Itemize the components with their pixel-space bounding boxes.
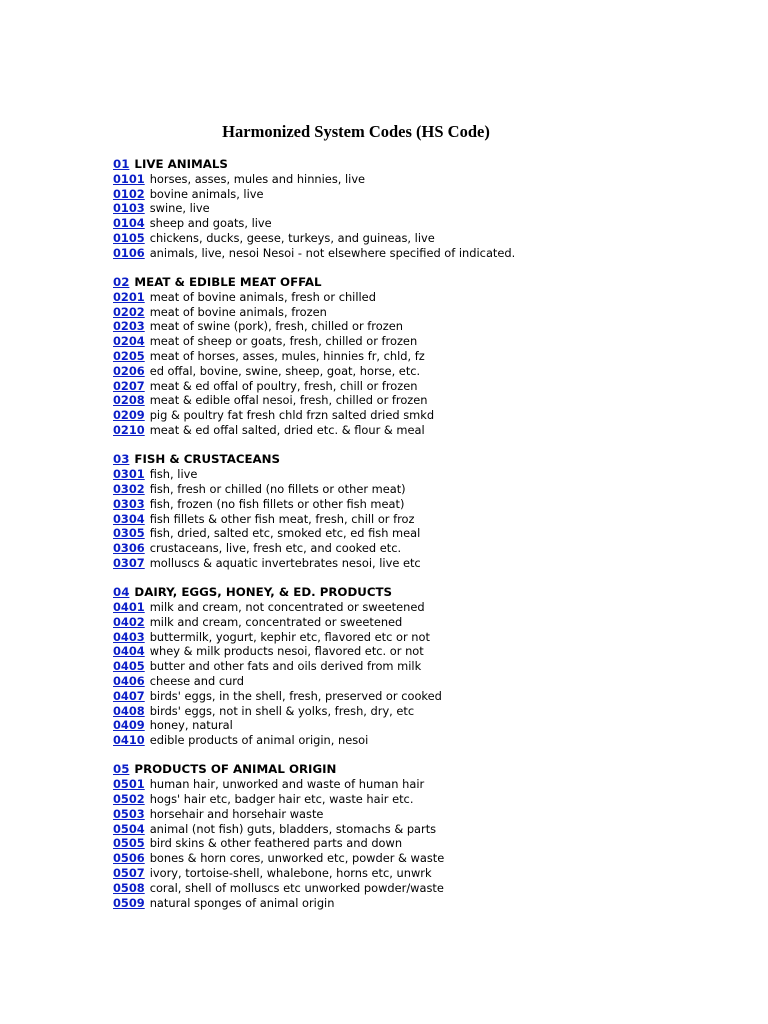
hs-code-row xyxy=(113,423,733,438)
chapter-heading xyxy=(113,762,733,777)
hs-code-description: chickens, ducks, geese, turkeys, and guineas, live xyxy=(149,230,435,245)
hs-code-link[interactable]: 0405 xyxy=(113,659,145,674)
hs-code-description: whey & milk products nesoi, flavored etc. or not xyxy=(149,644,424,659)
hs-code-link[interactable]: 0101 xyxy=(113,171,145,186)
hs-code-description: butter and other fats and oils derived from milk xyxy=(149,659,422,674)
hs-code-description: birds' eggs, in the shell, fresh, preserved or cooked xyxy=(149,688,442,703)
hs-code-link[interactable]: 0402 xyxy=(113,614,145,629)
hs-code-link[interactable]: 0104 xyxy=(113,216,145,231)
hs-code-row xyxy=(113,467,733,482)
hs-code-link[interactable]: 0205 xyxy=(113,349,145,364)
hs-code-link[interactable]: 0106 xyxy=(113,245,145,260)
hs-code-link[interactable]: 0304 xyxy=(113,511,145,526)
hs-code-row xyxy=(113,526,733,541)
hs-code-link[interactable]: 0501 xyxy=(113,777,145,792)
hs-code-link[interactable]: 0210 xyxy=(113,423,145,438)
hs-code-link[interactable]: 0204 xyxy=(113,334,145,349)
hs-code-link[interactable]: 0302 xyxy=(113,481,145,496)
hs-code-row xyxy=(113,364,733,379)
hs-code-row xyxy=(113,896,733,911)
document-title: Harmonized System Codes (HS Code) xyxy=(222,122,490,141)
hs-code-link[interactable]: 0307 xyxy=(113,555,145,570)
hs-code-description: buttermilk, yogurt, kephir etc, flavored etc or not xyxy=(149,629,430,644)
chapter-heading xyxy=(113,275,733,290)
hs-code-row xyxy=(113,689,733,704)
chapter-section xyxy=(113,157,733,261)
hs-code-row xyxy=(113,541,733,556)
hs-code-description: crustaceans, live, fresh etc, and cooked etc. xyxy=(149,541,402,556)
hs-code-description: edible products of animal origin, nesoi xyxy=(149,733,369,748)
chapter-title: LIVE ANIMALS xyxy=(134,157,228,171)
hs-code-link[interactable]: 0504 xyxy=(113,821,145,836)
hs-code-link[interactable]: 0502 xyxy=(113,792,145,807)
hs-code-row xyxy=(113,630,733,645)
hs-code-description: fish, fresh or chilled (no fillets or other meat) xyxy=(149,481,406,496)
hs-code-description: human hair, unworked and waste of human hair xyxy=(149,777,425,792)
hs-code-row xyxy=(113,836,733,851)
hs-code-row xyxy=(113,851,733,866)
hs-code-description: horses, asses, mules and hinnies, live xyxy=(149,171,366,186)
hs-code-description: fish, live xyxy=(149,467,198,482)
hs-code-link[interactable]: 0303 xyxy=(113,496,145,511)
hs-code-description: animal (not fish) guts, bladders, stomachs & parts xyxy=(149,821,437,836)
chapter-code-link[interactable]: 03 xyxy=(113,452,130,467)
hs-code-row xyxy=(113,659,733,674)
hs-code-description: milk and cream, concentrated or sweetened xyxy=(149,614,403,629)
hs-code-link[interactable]: 0306 xyxy=(113,541,145,556)
hs-code-row xyxy=(113,216,733,231)
hs-code-description: bovine animals, live xyxy=(149,186,264,201)
hs-code-description: horsehair and horsehair waste xyxy=(149,806,324,821)
hs-code-description: ed offal, bovine, swine, sheep, goat, horse, etc. xyxy=(149,363,421,378)
chapter-heading xyxy=(113,452,733,467)
hs-code-description: meat of bovine animals, frozen xyxy=(149,304,327,319)
hs-code-description: animals, live, nesoi Nesoi - not elsewhere specified of indicated. xyxy=(149,245,516,260)
hs-code-row xyxy=(113,600,733,615)
hs-code-row xyxy=(113,187,733,202)
hs-code-link[interactable]: 0404 xyxy=(113,644,145,659)
hs-code-link[interactable]: 0410 xyxy=(113,733,145,748)
hs-code-row xyxy=(113,319,733,334)
hs-code-link[interactable]: 0505 xyxy=(113,836,145,851)
hs-code-link[interactable]: 0503 xyxy=(113,806,145,821)
hs-code-description: hogs' hair etc, badger hair etc, waste hair etc. xyxy=(149,792,414,807)
hs-code-row xyxy=(113,349,733,364)
hs-code-link[interactable]: 0507 xyxy=(113,866,145,881)
hs-code-row xyxy=(113,231,733,246)
hs-code-description: meat of sheep or goats, fresh, chilled or frozen xyxy=(149,334,418,349)
hs-code-row xyxy=(113,733,733,748)
hs-code-row xyxy=(113,881,733,896)
chapter-heading xyxy=(113,157,733,172)
hs-code-description: ivory, tortoise-shell, whalebone, horns etc, unwrk xyxy=(149,866,432,881)
hs-code-description: pig & poultry fat fresh chld frzn salted dried smkd xyxy=(149,408,435,423)
hs-code-row xyxy=(113,246,733,261)
chapter-code-link[interactable]: 04 xyxy=(113,585,130,600)
hs-code-link[interactable]: 0206 xyxy=(113,363,145,378)
hs-code-row xyxy=(113,482,733,497)
hs-code-link[interactable]: 0209 xyxy=(113,408,145,423)
hs-code-link[interactable]: 0305 xyxy=(113,526,145,541)
hs-code-row xyxy=(113,497,733,512)
hs-code-description: meat & ed offal salted, dried etc. & flour & meal xyxy=(149,423,425,438)
hs-code-row xyxy=(113,674,733,689)
chapter-code-link[interactable]: 01 xyxy=(113,157,130,171)
hs-code-row xyxy=(113,792,733,807)
hs-code-description: honey, natural xyxy=(149,718,233,733)
hs-code-row xyxy=(113,822,733,837)
hs-code-description: natural sponges of animal origin xyxy=(149,895,335,910)
hs-code-description: fish, frozen (no fish fillets or other fish meat) xyxy=(149,496,405,511)
hs-code-link[interactable]: 0102 xyxy=(113,186,145,201)
chapter-heading xyxy=(113,585,733,600)
hs-code-row xyxy=(113,718,733,733)
hs-code-row xyxy=(113,807,733,822)
hs-code-description: sheep and goats, live xyxy=(149,216,272,231)
hs-code-link[interactable]: 0201 xyxy=(113,289,145,304)
hs-code-link[interactable]: 0403 xyxy=(113,629,145,644)
hs-code-description: cheese and curd xyxy=(149,674,245,688)
hs-code-description: meat & ed offal of poultry, fresh, chill or frozen xyxy=(149,378,418,393)
hs-code-description: fish, dried, salted etc, smoked etc, ed fish meal xyxy=(149,526,421,541)
hs-code-description: meat of horses, asses, mules, hinnies fr, chld, fz xyxy=(149,349,425,364)
chapter-title: FISH & CRUSTACEANS xyxy=(134,452,281,467)
hs-code-row xyxy=(113,408,733,423)
hs-code-link[interactable]: 0506 xyxy=(113,851,145,866)
hs-code-row xyxy=(113,379,733,394)
hs-code-list xyxy=(113,157,733,925)
hs-code-link[interactable]: 0406 xyxy=(113,674,145,688)
chapter-title: DAIRY, EGGS, HONEY, & ED. PRODUCTS xyxy=(134,585,393,600)
hs-code-link[interactable]: 0508 xyxy=(113,880,145,895)
hs-code-row xyxy=(113,704,733,719)
chapter-title: PRODUCTS OF ANIMAL ORIGIN xyxy=(134,762,337,777)
hs-code-row xyxy=(113,290,733,305)
hs-code-row xyxy=(113,201,733,216)
hs-code-link[interactable]: 0409 xyxy=(113,718,145,733)
hs-code-description: birds' eggs, not in shell & yolks, fresh, dry, etc xyxy=(149,703,415,718)
chapter-code-link[interactable]: 02 xyxy=(113,275,130,290)
hs-code-link[interactable]: 0203 xyxy=(113,319,145,334)
hs-code-description: swine, live xyxy=(149,201,210,216)
hs-code-description: bones & horn cores, unworked etc, powder & waste xyxy=(149,851,445,866)
hs-code-description: milk and cream, not concentrated or sweetened xyxy=(149,600,425,615)
hs-code-row xyxy=(113,305,733,320)
chapter-title: MEAT & EDIBLE MEAT OFFAL xyxy=(134,275,322,290)
chapter-code-link[interactable]: 05 xyxy=(113,762,130,777)
hs-code-row xyxy=(113,615,733,630)
hs-code-link[interactable]: 0301 xyxy=(113,467,145,482)
hs-code-description: molluscs & aquatic invertebrates nesoi, live etc xyxy=(149,555,421,570)
hs-code-row xyxy=(113,512,733,527)
hs-code-row xyxy=(113,172,733,187)
hs-code-link[interactable]: 0407 xyxy=(113,688,145,703)
hs-code-link[interactable]: 0207 xyxy=(113,378,145,393)
hs-code-description: meat & edible offal nesoi, fresh, chilled or frozen xyxy=(149,393,428,408)
chapter-section xyxy=(113,762,733,910)
hs-code-link[interactable]: 0408 xyxy=(113,703,145,718)
hs-code-description: coral, shell of molluscs etc unworked powder/waste xyxy=(149,880,444,895)
chapter-section xyxy=(113,275,733,438)
hs-code-row xyxy=(113,556,733,571)
hs-code-link[interactable]: 0105 xyxy=(113,230,145,245)
hs-code-link[interactable]: 0401 xyxy=(113,600,145,615)
hs-code-description: fish fillets & other fish meat, fresh, chill or froz xyxy=(149,511,415,526)
hs-code-row xyxy=(113,777,733,792)
hs-code-row xyxy=(113,644,733,659)
hs-code-row xyxy=(113,393,733,408)
chapter-section xyxy=(113,452,733,570)
hs-code-row xyxy=(113,866,733,881)
chapter-section xyxy=(113,585,733,748)
hs-code-link[interactable]: 0509 xyxy=(113,895,145,910)
hs-code-link[interactable]: 0103 xyxy=(113,201,145,216)
hs-code-link[interactable]: 0208 xyxy=(113,393,145,408)
hs-code-link[interactable]: 0202 xyxy=(113,304,145,319)
hs-code-row xyxy=(113,334,733,349)
hs-code-description: bird skins & other feathered parts and down xyxy=(149,836,403,851)
hs-code-description: meat of bovine animals, fresh or chilled xyxy=(149,289,376,304)
hs-code-description: meat of swine (pork), fresh, chilled or frozen xyxy=(149,319,403,334)
